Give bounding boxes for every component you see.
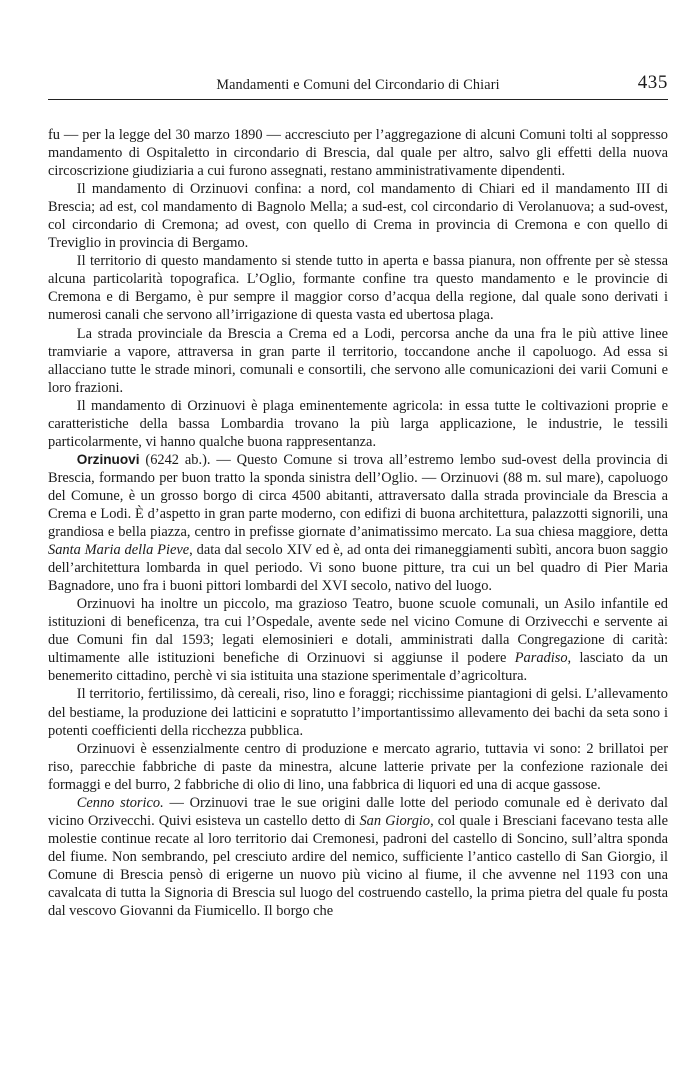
text-run: — Orzinuovi trae le sue origini dalle lotte del periodo comunale ed è derivato dal vicino Orzivecchi. Quivi esisteva un castello detto di	[48, 794, 668, 829]
paragraph	[48, 397, 668, 451]
text-run: , col quale i Bresciani facevano testa alle molestie continue recate al loro territorio dai Cremonesi, padroni del castello di Soncino, sull’altra sponda del fiume. Non sembrando, pel cresciuto ardire del nemico, sufficiente l’antico castello di San Giorgio, il Comune di Brescia pensò di erigerne un nuovo più vicino al fiume, il che avvenne nel 1193 con una cavalcata di tutta la Signoria di Brescia sul luogo del costruendo castello, la prima pietra del quale fu posta dal vescovo Giovanni da Fiumicello. Il borgo che	[48, 812, 668, 920]
paragraph	[48, 595, 668, 685]
header-rule	[48, 99, 668, 100]
text-run: Il territorio di questo mandamento si stende tutto in aperta e bassa pianura, non offrente per sè stessa alcuna particolarità topografica. L’Oglio, formante confine tra questo mandamento e le provincie di Cremona e di Bergamo, è pur sempre il maggior corso d’acqua della regione, dal quale sono derivati i numerosi canali che servono all’irrigazione di questa vasta ed ubertosa plaga.	[48, 253, 668, 324]
entry-heading: Orzinuovi	[76, 451, 140, 467]
paragraph	[48, 685, 668, 739]
paragraph	[48, 451, 668, 595]
text-run: Il mandamento di Orzinuovi è plaga eminentemente agricola: in essa tutte le coltivazioni proprie e caratteristiche della bassa Lombardia trovano la più larga applicazione, le industrie, le tessili particolarmente, vi hanno qualche buona rappresentanza.	[48, 397, 668, 450]
text-run: La strada provinciale da Brescia a Crema ed a Lodi, percorsa anche da una fra le più attive linee tramviarie a vapore, attraversa in gran parte il territorio, toccandone anche il capoluogo. Ad essa si allacciano tutte le strade minori, comunali e consortili, che servono alle comunicazioni dei varii Comuni e loro frazioni.	[48, 325, 668, 396]
page-number: 435	[637, 72, 668, 93]
text-run: , data dal secolo XIV ed è, ad onta dei rimaneggiamenti subìti, ancora buon saggio dell’architettura lombarda in quel periodo. Vi sono buone pitture, tra cui un bel quadro di Pier Maria Bagnadore, uno fra i buoni pittori lombardi del XVI secolo, nativo del luogo.	[48, 542, 669, 595]
paragraph	[48, 126, 668, 180]
text-run: , lasciato da un benemerito cittadino, perchè vi sia istituita una stazione sperimentale d’agricoltura.	[48, 650, 668, 685]
paragraph	[48, 180, 668, 252]
italic-text: Cenno storico.	[76, 794, 164, 811]
running-title: Mandamenti e Comuni del Circondario di Chiari	[216, 77, 500, 93]
text-run: Il territorio, fertilissimo, dà cereali, riso, lino e foraggi; ricchissime piantagioni di gelsi. L’allevamento del bestiame, la produzione dei latticini e sopratutto l’importantissimo allevamento dei bachi da seta sono i potenti coefficienti della ricchezza pubblica.	[48, 686, 668, 739]
text-run: (6242 ab.). — Questo Comune si trova all’estremo lembo sud-ovest della provincia di Brescia, formando per buon tratto la sponda sinistra dell’Oglio. — Orzinuovi (88 m. sul mare), capoluogo del Comune, è un grosso borgo di circa 4500 abitanti, attraversato dalla strada provinciale da Brescia a Crema e Lodi. È d’aspetto in gran parte moderno, con edifizi di buona architettura, palazzotti signorili, una grandiosa e bella piazza, centro in prefisse giornate d’animatissimo mercato. La sua chiesa maggiore, detta	[48, 451, 668, 541]
italic-text: Paradiso	[514, 650, 568, 667]
paragraph	[48, 794, 668, 920]
italic-text: San Giorgio	[359, 812, 431, 829]
text-run: fu — per la legge del 30 marzo 1890 — accresciuto per l’aggregazione di alcuni Comuni tolti al soppresso mandamento di Ospitaletto in circondario di Brescia, dal quale per altro, salvo gli effetti della nuova circoscrizione giudiziaria a cui furono assegnati, restano amministrativamente dipendenti.	[48, 127, 668, 180]
text-run: Orzinuovi è essenzialmente centro di produzione e mercato agrario, tuttavia vi sono: 2 brillatoi per riso, parecchie fabbriche di paste da minestra, alcune latterie private per la confezione razionale dei formaggi e del burro, 2 fabbriche di olio di lino, una fabbrica di liquori ed una di acque gassose.	[48, 740, 668, 793]
running-head	[48, 72, 668, 96]
text-run: Il mandamento di Orzinuovi confina: a nord, col mandamento di Chiari ed il mandamento III di Brescia; ad est, col mandamento di Bagnolo Mella; a sud-est, col circondario di Verolanuova; a sud-ovest, col circondario di Cremona; ad ovest, con quello di Crema in provincia di Cremona e con quello di Treviglio in provincia di Bergamo.	[48, 181, 668, 252]
paragraph	[48, 325, 668, 397]
text-run: Orzinuovi ha inoltre un piccolo, ma grazioso Teatro, buone scuole comunali, un Asilo infantile ed istituzioni di beneficenza, tra cui l’Ospedale, avente sede nel vicino Comune di Orzivecchi e servente ai due Comuni fin dal 1593; legati elemosinieri e dotali, amministrati dalla Congregazione di carità: ultimamente alle istituzioni benefiche di Orzinuovi si aggiunse il podere	[48, 596, 668, 667]
italic-text: Santa Maria della Pieve	[48, 542, 190, 559]
paragraph	[48, 740, 668, 794]
paragraph	[48, 252, 668, 324]
body-text	[48, 126, 668, 1056]
